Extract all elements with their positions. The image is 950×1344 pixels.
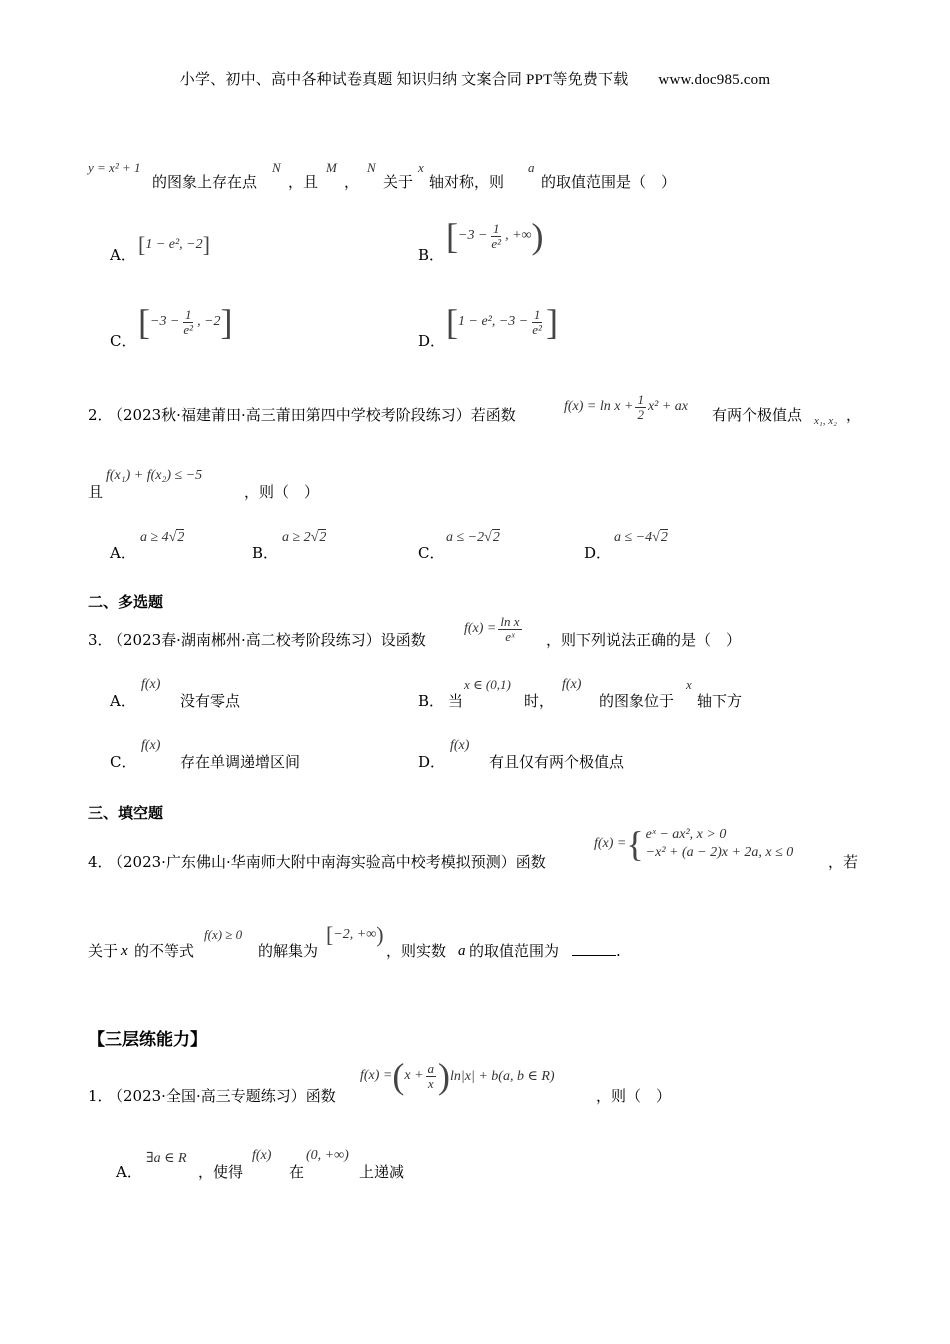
q2-text-3: ，则（ ）	[244, 483, 320, 501]
q3-option-d-math: f(x)	[450, 738, 470, 753]
q2-option-c-math	[446, 530, 500, 546]
blank-line	[572, 941, 616, 956]
q3-text-1: ，则下列说法正确的是（ ）	[546, 631, 742, 649]
q3-option-b-text-2: 的图象位于	[599, 692, 675, 710]
q3-option-a-text: 没有零点	[180, 692, 241, 710]
q3-option-b-math-3: x	[686, 677, 692, 692]
param-a: a	[528, 160, 535, 175]
q3-source: （2023春·湖南郴州·高二校考阶段练习）设函数	[108, 631, 426, 649]
q4-rows	[646, 826, 794, 862]
option-d-part-a: 1 − e², −3 −	[458, 314, 529, 329]
paren-right: )	[376, 922, 384, 947]
q3-func-part-a: f(x) =	[464, 621, 497, 637]
option-b-math	[446, 218, 544, 254]
q2-func-fraction	[635, 393, 646, 421]
paren-right: )	[531, 216, 544, 256]
option-d-fraction	[530, 308, 544, 336]
q-prev-text-5: 的取值范围是（ ）	[541, 173, 677, 191]
q3-option-d-label: D．	[418, 753, 446, 771]
bracket-right: ]	[202, 232, 210, 257]
brace-icon: {	[626, 824, 644, 865]
q3-option-d-text: 有且仅有两个极值点	[489, 753, 625, 771]
q2-option-b-label: B．	[252, 544, 279, 562]
axis-x: x	[418, 160, 424, 175]
q3-option-b-text-3: 轴下方	[697, 692, 743, 710]
option-a-label: A．	[110, 246, 136, 264]
q1b-option-a-math-3: (0, +∞)	[306, 1148, 349, 1163]
fraction-denominator: x	[427, 1075, 434, 1091]
q1b-number: 1．	[88, 1087, 113, 1105]
fraction-denominator: e²	[491, 235, 502, 251]
page-header	[0, 68, 950, 89]
bracket-left: [	[138, 232, 146, 257]
fraction-numerator: a	[427, 1060, 435, 1076]
option-b-fraction	[489, 222, 503, 250]
level-heading: 【三层练能力】	[88, 1030, 207, 1050]
header-text: 小学、初中、高中各种试卷真题 知识归纳 文案合同 PPT等免费下载	[179, 72, 629, 88]
q-prev-text-4: 轴对称，则	[429, 173, 505, 191]
q4-text-1: ，若	[828, 853, 859, 871]
paren-left: (	[392, 1056, 405, 1096]
option-a-interval: 1 − e², −2	[145, 237, 203, 253]
q1b-f-part-b: x +	[404, 1068, 424, 1083]
q3-option-b-text-1: 时，	[524, 692, 555, 710]
option-b-part-a: −3 −	[458, 228, 488, 243]
option-c-math	[138, 304, 233, 340]
fraction-numerator: 1	[184, 306, 192, 322]
option-d-label: D．	[418, 332, 446, 350]
paren-right: )	[438, 1056, 451, 1096]
fraction-denominator: 2	[637, 406, 644, 422]
q1b-option-a-label: A．	[116, 1163, 142, 1181]
q4-row-2: −x² + (a − 2)x + 2a, x ≤ 0	[645, 845, 794, 861]
q2-source: （2023秋·福建莆田·高三莆田第四中学校考阶段练习）若函数	[108, 406, 516, 424]
q4-source: （2023·广东佛山·华南师大附中南海实验高中校考模拟预测）函数	[108, 853, 546, 871]
q1b-source: （2023·全国·高三专题练习）函数	[108, 1087, 336, 1105]
q2-function	[564, 393, 688, 421]
q1b-f-part-c: ln|x| + b(a, b ∈ R)	[450, 1068, 555, 1084]
radicand: 2	[660, 530, 668, 545]
q3-number: 3．	[88, 631, 113, 649]
q1b-option-a-text-1: ，使得	[198, 1163, 244, 1181]
q4-text-3: 的不等式	[134, 942, 195, 960]
q1b-f-part-a: f(x) =	[360, 1068, 393, 1083]
option-c-part-b: , −2	[197, 314, 221, 329]
section-multi-choice: 二、多选题	[88, 593, 164, 611]
point-n: N	[272, 160, 281, 175]
q3-option-c-text: 存在单调递增区间	[180, 753, 301, 771]
point-m: M	[326, 160, 337, 175]
q3-function	[464, 615, 524, 643]
inequality: a ≥ 4	[140, 530, 169, 545]
bracket-left: [	[138, 302, 150, 342]
radicand: 2	[319, 530, 327, 545]
q3-option-b-math-2: f(x)	[562, 677, 582, 692]
q4-period: .	[616, 942, 621, 960]
inequality: a ≤ −4	[614, 530, 653, 545]
q1b-option-a-text-2: 在	[289, 1163, 305, 1181]
q1b-function	[360, 1058, 555, 1094]
header-site: www.doc985.com	[658, 72, 771, 88]
curve-expression: y = x² + 1	[88, 160, 141, 175]
inequality: a ≥ 2	[282, 530, 311, 545]
sqrt-icon: √	[310, 530, 319, 545]
q3-option-b-text-0: 当	[448, 692, 464, 710]
q2-condition: f(x₁) + f(x₂) ≤ −5	[106, 468, 203, 483]
option-a-math	[138, 232, 210, 258]
q2-text-2: 且	[88, 483, 104, 501]
q4-var-a: a	[458, 943, 466, 959]
q-prev-text-1: 的图象上存在点	[152, 173, 258, 191]
option-c-fraction	[181, 308, 195, 336]
q4-row-1: eˣ − ax², x > 0	[645, 827, 727, 842]
q4-piecewise	[594, 824, 794, 865]
q2-func-part-a: f(x) = ln x +	[564, 399, 634, 415]
q4-text-5: ，则实数	[386, 942, 447, 960]
q4-text-6: 的取值范围为	[469, 942, 560, 960]
section-fill-blank: 三、填空题	[88, 804, 164, 822]
radicand: 2	[492, 530, 500, 545]
q4-inequality: f(x) ≥ 0	[204, 927, 243, 942]
option-d-math	[446, 304, 558, 340]
bracket-left: [	[446, 302, 458, 342]
q2-option-d-label: D．	[584, 544, 612, 562]
q2-option-c-label: C．	[418, 544, 445, 562]
q-prev-text-2: ，且	[288, 173, 319, 191]
sqrt-icon: √	[652, 530, 660, 545]
q2-number: 2．	[88, 406, 113, 424]
bracket-left: [	[326, 922, 334, 947]
bracket-left: [	[446, 216, 458, 256]
q3-option-b-label: B．	[418, 692, 445, 710]
q2-func-part-b: x² + ax	[647, 399, 689, 415]
q1b-option-a-math-2: f(x)	[252, 1148, 272, 1163]
fraction-denominator: e²	[532, 321, 542, 337]
bracket-right: ]	[220, 302, 233, 342]
fraction-numerator: 1	[533, 306, 541, 322]
q4-text-2: 关于	[88, 942, 119, 960]
q2-extreme-points: x₁, x₂	[814, 415, 837, 427]
fraction-numerator: 1	[492, 220, 500, 236]
point-n-2: N	[367, 160, 376, 175]
q3-option-b-math-1: x ∈ (0,1)	[464, 677, 511, 692]
q4-answer-blank[interactable]	[568, 941, 621, 961]
q1b-option-a-text-3: 上递减	[359, 1163, 405, 1181]
q2-option-d-math	[614, 530, 668, 546]
q2-text-1: 有两个极值点	[712, 406, 803, 424]
fraction-numerator: 1	[637, 392, 644, 407]
q1b-option-a-math-1: ∃a ∈ R	[146, 1151, 187, 1166]
fraction-numerator: ln x	[500, 614, 520, 629]
fraction-denominator: eˣ	[505, 628, 515, 644]
q2-text-1b: ，	[846, 406, 862, 424]
q3-option-c-math: f(x)	[141, 738, 161, 753]
sqrt-icon: √	[168, 530, 177, 545]
option-b-label: B．	[418, 246, 445, 264]
q2-option-a-label: A．	[110, 544, 136, 562]
q4-solution-set	[326, 922, 384, 948]
sqrt-icon: √	[484, 530, 492, 545]
q3-option-c-label: C．	[110, 753, 137, 771]
bracket-right: ]	[545, 302, 558, 342]
q4-number: 4．	[88, 853, 113, 871]
radicand: 2	[177, 530, 185, 545]
fraction-denominator: e²	[183, 321, 194, 337]
q1b-fraction	[426, 1062, 437, 1090]
option-c-part-a: −3 −	[150, 314, 180, 329]
q3-func-fraction	[498, 615, 521, 643]
q4-interval: −2, +∞	[333, 927, 377, 943]
q2-option-a-math	[140, 530, 184, 546]
q4-var-x: x	[121, 943, 128, 959]
q1b-text-1: ，则（ ）	[596, 1087, 672, 1105]
q3-option-a-label: A．	[110, 692, 136, 710]
inequality: a ≤ −2	[446, 530, 485, 545]
q-prev-text-3: 关于	[383, 173, 414, 191]
q3-option-a-math: f(x)	[141, 677, 161, 692]
q4-lhs: f(x) =	[594, 836, 627, 852]
q4-text-4: 的解集为	[258, 942, 319, 960]
q2-option-b-math	[282, 530, 326, 546]
option-c-label: C．	[110, 332, 137, 350]
q-prev-comma: ，	[344, 173, 360, 191]
option-b-part-b: , +∞	[505, 228, 532, 243]
